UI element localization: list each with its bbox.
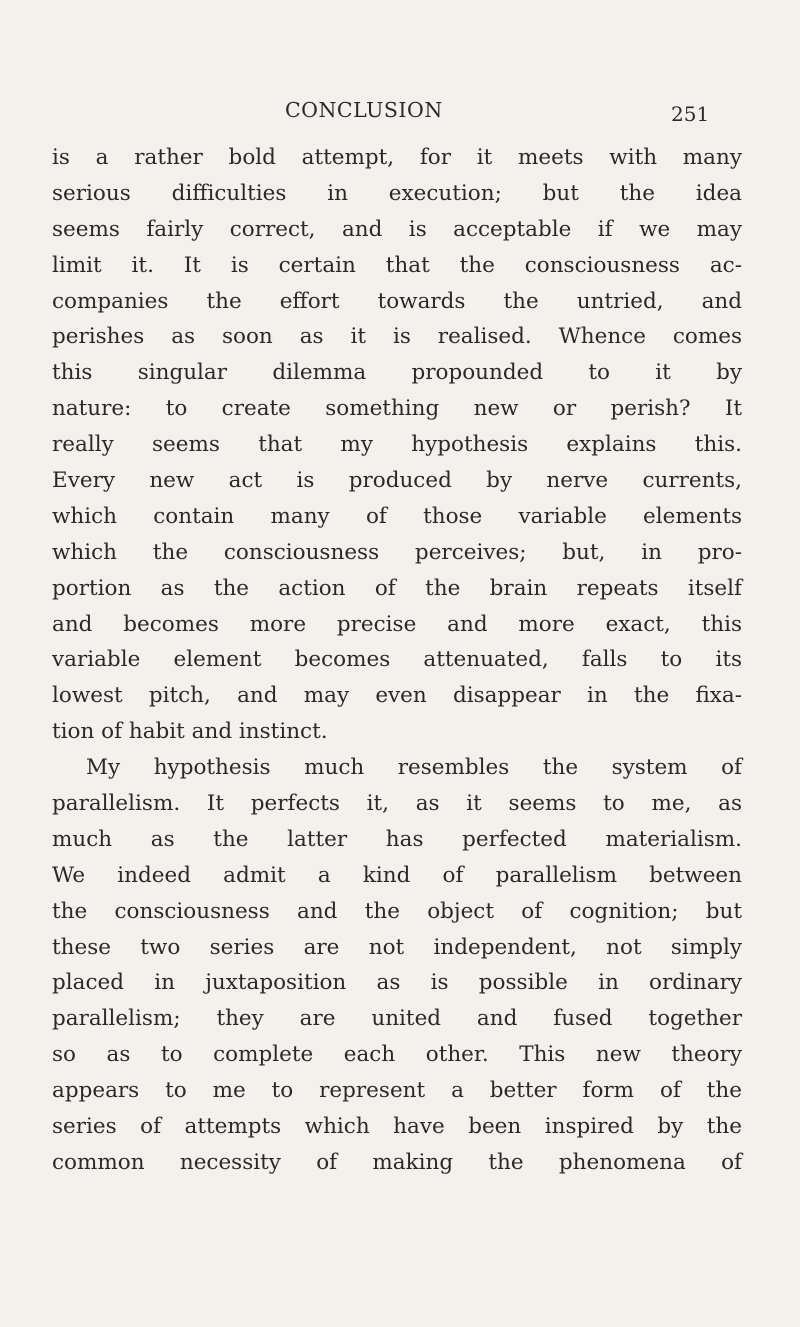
text-line: Every new act is produced by nerve currents, xyxy=(52,468,742,494)
text-line: really seems that my hypothesis explains this. xyxy=(52,432,742,458)
text-line: this singular dilemma propounded to it by xyxy=(52,360,742,386)
text-line: the consciousness and the object of cognition; but xyxy=(52,898,742,924)
text-line: common necessity of making the phenomena of xyxy=(52,1149,742,1175)
page-header xyxy=(0,90,800,130)
text-line: companies the effort towards the untried, and xyxy=(52,288,742,314)
text-line: series of attempts which have been inspired by the xyxy=(52,1114,742,1140)
text-line: variable element becomes attenuated, falls to its xyxy=(52,647,742,673)
text-line: these two series are not independent, not simply xyxy=(52,934,742,960)
text-line: which contain many of those variable elements xyxy=(52,503,742,529)
text-line: seems fairly correct, and is acceptable if we may xyxy=(52,216,742,242)
text-line: parallelism. It perfects it, as it seems to me, as xyxy=(52,791,742,817)
paragraph-end-line: tion of habit and instinct. xyxy=(52,719,328,745)
text-line: We indeed admit a kind of parallelism between xyxy=(52,862,742,888)
text-line: portion as the action of the brain repeats itself xyxy=(52,575,742,601)
text-line: nature: to create something new or perish? It xyxy=(52,396,742,422)
text-line: appears to me to represent a better form of the xyxy=(52,1078,742,1104)
text-line: placed in juxtaposition as is possible in ordinary xyxy=(52,970,742,996)
text-line: parallelism; they are united and fused together xyxy=(52,1006,742,1032)
text-line: so as to complete each other. This new theory xyxy=(52,1042,742,1068)
text-line: perishes as soon as it is realised. Whence comes xyxy=(52,324,742,350)
running-head: CONCLUSION xyxy=(285,98,443,122)
text-line: is a rather bold attempt, for it meets with many xyxy=(52,145,742,170)
text-line: limit it. It is certain that the consciousness ac- xyxy=(52,252,742,278)
text-line: much as the latter has perfected materialism. xyxy=(52,826,742,852)
text-line: serious difficulties in execution; but the idea xyxy=(52,180,742,206)
page-number: 251 xyxy=(671,102,710,126)
text-line: and becomes more precise and more exact, this xyxy=(52,611,742,637)
body-text xyxy=(52,140,742,1181)
paragraph-start-line: My hypothesis much resembles the system of xyxy=(86,755,742,781)
text-line: lowest pitch, and may even disappear in the fixa- xyxy=(52,683,742,709)
text-line: which the consciousness perceives; but, in pro- xyxy=(52,539,742,565)
